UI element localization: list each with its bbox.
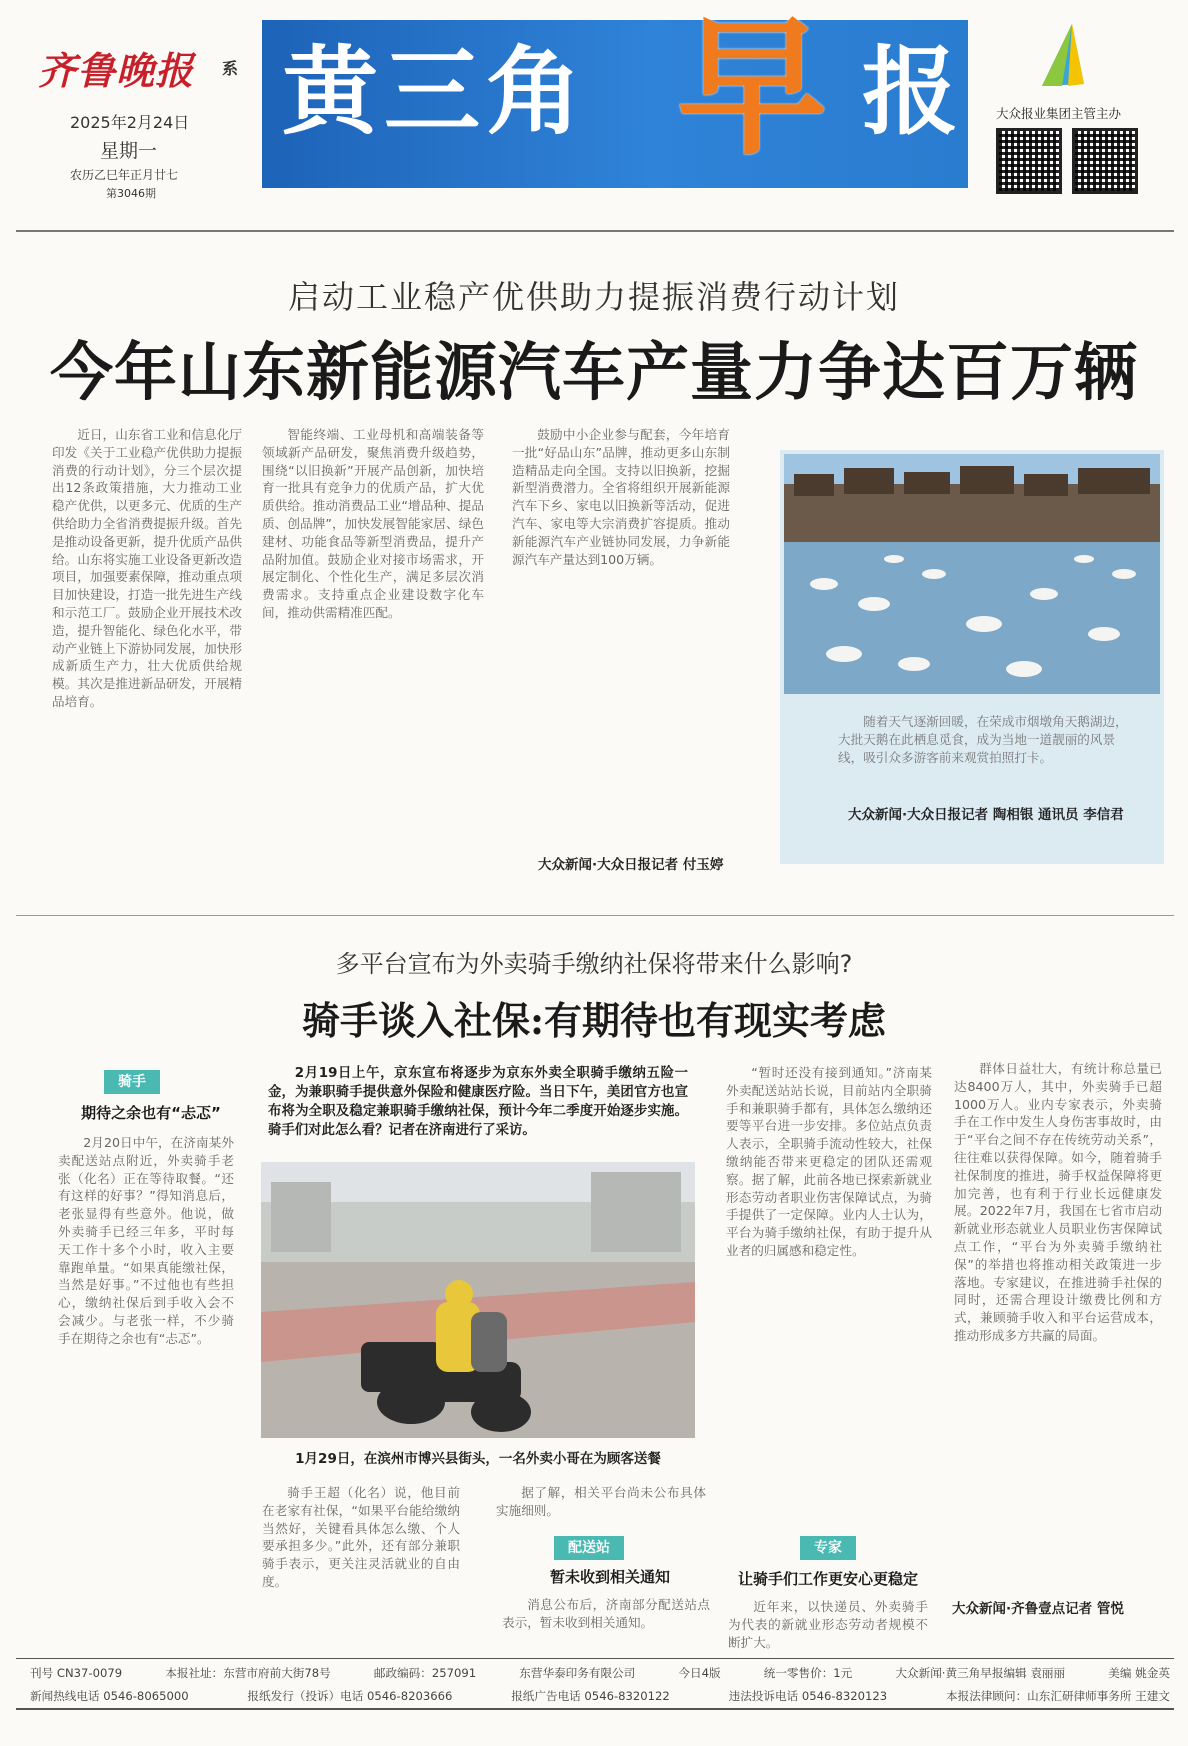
section-tag: 骑手 (104, 1070, 160, 1094)
article1-column-2: 智能终端、工业母机和高端装备等领域新产品研发，聚焦消费升级趋势，围绕“以旧换新”开展产品创新，加快培育一批具有竞争力的优质产品，扩大优质供给。推动消费品工业“增品种、提品质、创品牌”，加快发展智能家居、绿色建材、功能食品等新型消费品，提升产品附加值。鼓励企业对接市场需求，开展定制化、个性化生产，满足多层次消费需求。支持重点企业建设数字化车间，推动供需精准匹配。 (262, 427, 484, 620)
footer-item: 新闻热线电话 0546-8065000 (30, 1689, 189, 1703)
brand-logo: 齐鲁晚报 (38, 48, 195, 93)
issue-number: 第3046期 (106, 187, 156, 200)
footer-item: 本报法律顾问：山东汇研律师事务所 王建文 (946, 1689, 1170, 1703)
article2-column-1: 2月20日中午，在济南某外卖配送站点附近，外卖骑手老张（化名）正在等待取餐。“还有这样的好事？”得知消息后，老张显得有些意外。他说，做外卖骑手已经三年多，平时每天工作十多个小时，收入主要靠跑单量。“如果真能缴社保，当然是好事。”不过他也有些担心，缴纳社保后到手收入会不会减少。与老张一样，不少骑手在期待之余也有“忐忑”。 (58, 1135, 234, 1346)
delivery-rider-photo[interactable] (261, 1162, 695, 1438)
masthead-title-bao: 报 (862, 36, 958, 148)
section-title: 让骑手们工作更安心更稳定 (737, 1570, 918, 1588)
divider (16, 1658, 1174, 1659)
article2-subhead: 多平台宣布为外卖骑手缴纳社保将带来什么影响? (335, 950, 853, 978)
footer-item: 刊号 CN37-0079 (30, 1666, 123, 1680)
qr-code-icon[interactable] (1072, 128, 1138, 194)
divider (16, 915, 1174, 916)
footer-row-1 (30, 1665, 1170, 1681)
photo1-caption: 随着天气逐渐回暖，在荣成市烟墩角天鹅湖边，大批天鹅在此栖息觅食，成为当地一道靓丽的风景线，吸引众多游客前来观赏拍照打卡。 (838, 714, 1128, 765)
footer-item: 今日4版 (678, 1666, 721, 1680)
article1-column-1: 近日，山东省工业和信息化厅印发《关于工业稳产优供助力提振消费的行动计划》，分三个层次提出12条政策措施，大力推动工业稳产优供，以更多元、优质的生产供给助力全省消费提振升级。首先是推动设备更新，提升优质产品供给。山东将实施工业设备更新改造项目，加强要素保障，推动重点项目加快建设，打造一批先进生产线和示范工厂。鼓励企业开展技术改造，提升智能化、绿色化水平，带动产业链上下游协同发展，加快形成新质生产力，壮大优质供给规模。其次是推进新品研发，开展精品培育。 (52, 427, 242, 709)
swan-lake-photo[interactable] (784, 454, 1160, 694)
footer-item: 统一零售价：1元 (763, 1666, 853, 1680)
footer-item: 本报社址：东营市府前大街78号 (165, 1666, 331, 1680)
section-title: 暂未收到相关通知 (549, 1568, 670, 1586)
section-tag: 配送站 (554, 1536, 624, 1560)
masthead-title-zao: 早 (677, 2, 828, 176)
issue-weekday: 星期一 (100, 140, 158, 162)
article2-column-3: 据了解，相关平台尚未公布具体实施细则。 (496, 1485, 706, 1518)
article2-column-4b: 近年来，以快递员、外卖骑手为代表的新就业形态劳动者规模不断扩大。 (728, 1599, 928, 1650)
footer-item: 东营华泰印务有限公司 (519, 1666, 636, 1680)
article2-lead: 2月19日上午，京东宣布将逐步为京东外卖全职骑手缴纳五险一金，为兼职骑手提供意外保险和健康医疗险。当日下午，美团官方也宣布将为全职及稳定兼职骑手缴纳社保，预计今年二季度开始逐步实施。骑手们对此怎么看？记者在济南进行了采访。 (268, 1066, 688, 1138)
article2-byline: 大众新闻·齐鲁壹点记者 管悦 (952, 1601, 1124, 1617)
article2-column-2: 骑手王超（化名）说，他目前在老家有社保，“如果平台能给缴纳当然好，关键看具体怎么缴、个人要承担多少。”此外，还有部分兼职骑手表示，更关注灵活就业的自由度。 (262, 1485, 460, 1589)
footer-row-2 (30, 1688, 1170, 1704)
footer-item: 邮政编码：257091 (373, 1666, 477, 1680)
issue-date: 2025年2月24日 (70, 113, 190, 132)
masthead-title-left: 黄三角 (282, 36, 588, 148)
article1-subhead: 启动工业稳产优供助力提振消费行动计划 (287, 278, 900, 316)
section-tag: 专家 (800, 1536, 856, 1560)
lunar-date: 农历乙巳年正月廿七 (70, 168, 179, 182)
photo1-byline: 大众新闻·大众日报记者 陶相银 通讯员 李信君 (848, 807, 1124, 823)
footer-item: 美编 姚金英 (1108, 1666, 1170, 1680)
photo2-caption: 1月29日，在滨州市博兴县街头，一名外卖小哥在为顾客送餐 (295, 1451, 661, 1467)
article2-headline[interactable]: 骑手谈入社保:有期待也有现实考虑 (301, 998, 887, 1043)
footer-item: 违法投诉电话 0546-8320123 (728, 1689, 888, 1703)
publisher-logo-icon (1032, 24, 1088, 88)
article2-column-3b: 消息公布后，济南部分配送站点表示，暂未收到相关通知。 (502, 1597, 710, 1630)
footer-item: 报纸发行（投诉）电话 0546-8203666 (247, 1689, 453, 1703)
section-title: 期待之余也有“忐忑” (81, 1104, 221, 1122)
publisher-label: 大众报业集团主管主办 (996, 106, 1122, 121)
divider (16, 230, 1174, 232)
article2-column-4: “暂时还没有接到通知。”济南某外卖配送站站长说，目前站内全职骑手和兼职骑手都有，具体怎么缴纳还要等平台进一步安排。多位站点负责人表示，全职骑手流动性较大，社保缴纳能否带来更稳定的团队还需观察。据了解，此前各地已探索新就业形态劳动者职业伤害保障试点，为骑手提供了一定保障。业内人士认为，平台为骑手缴纳社保，有助于提升从业者的归属感和稳定性。 (726, 1065, 932, 1258)
article1-byline: 大众新闻·大众日报记者 付玉婷 (538, 857, 724, 873)
brand-suffix: 系 (222, 59, 239, 78)
divider (16, 1708, 1174, 1710)
article1-headline[interactable]: 今年山东新能源汽车产量力争达百万辆 (50, 335, 1138, 409)
qr-code-icon[interactable] (996, 128, 1062, 194)
footer-item: 报纸广告电话 0546-8320122 (511, 1689, 670, 1703)
article1-column-3: 鼓励中小企业参与配套，今年培育一批“好品山东”品牌，推动更多山东制造精品走向全国。支持以旧换新，挖掘新型消费潜力。全省将组织开展新能源汽车下乡、家电以旧换新等活动，促进汽车、家电等大宗消费扩容提质。推动新能源汽车产业链协同发展，力争新能源汽车产量达到100万辆。 (512, 427, 730, 567)
article2-column-5: 群体日益壮大，有统计称总量已达8400万人，其中，外卖骑手已超1000万人。业内专家表示，外卖骑手在工作中发生人身伤害事故时，由于“平台之间不存在传统劳动关系”，往往难以获得保障。如今，随着骑手社保制度的推进，骑手权益保障将更加完善，也有利于行业长远健康发展。2022年7月，我国在七省市启动新就业形态就业人员职业伤害保障试点工作，“平台为外卖骑手缴纳社保”的举措也将推动相关政策进一步落地。专家建议，在推进骑手社保的同时，还需合理设计缴费比例和方式，兼顾骑手收入和平台运营成本，推动形成多方共赢的局面。 (954, 1061, 1162, 1343)
footer-item: 大众新闻·黄三角早报编辑 袁丽丽 (895, 1666, 1066, 1680)
masthead-banner (262, 2, 968, 188)
